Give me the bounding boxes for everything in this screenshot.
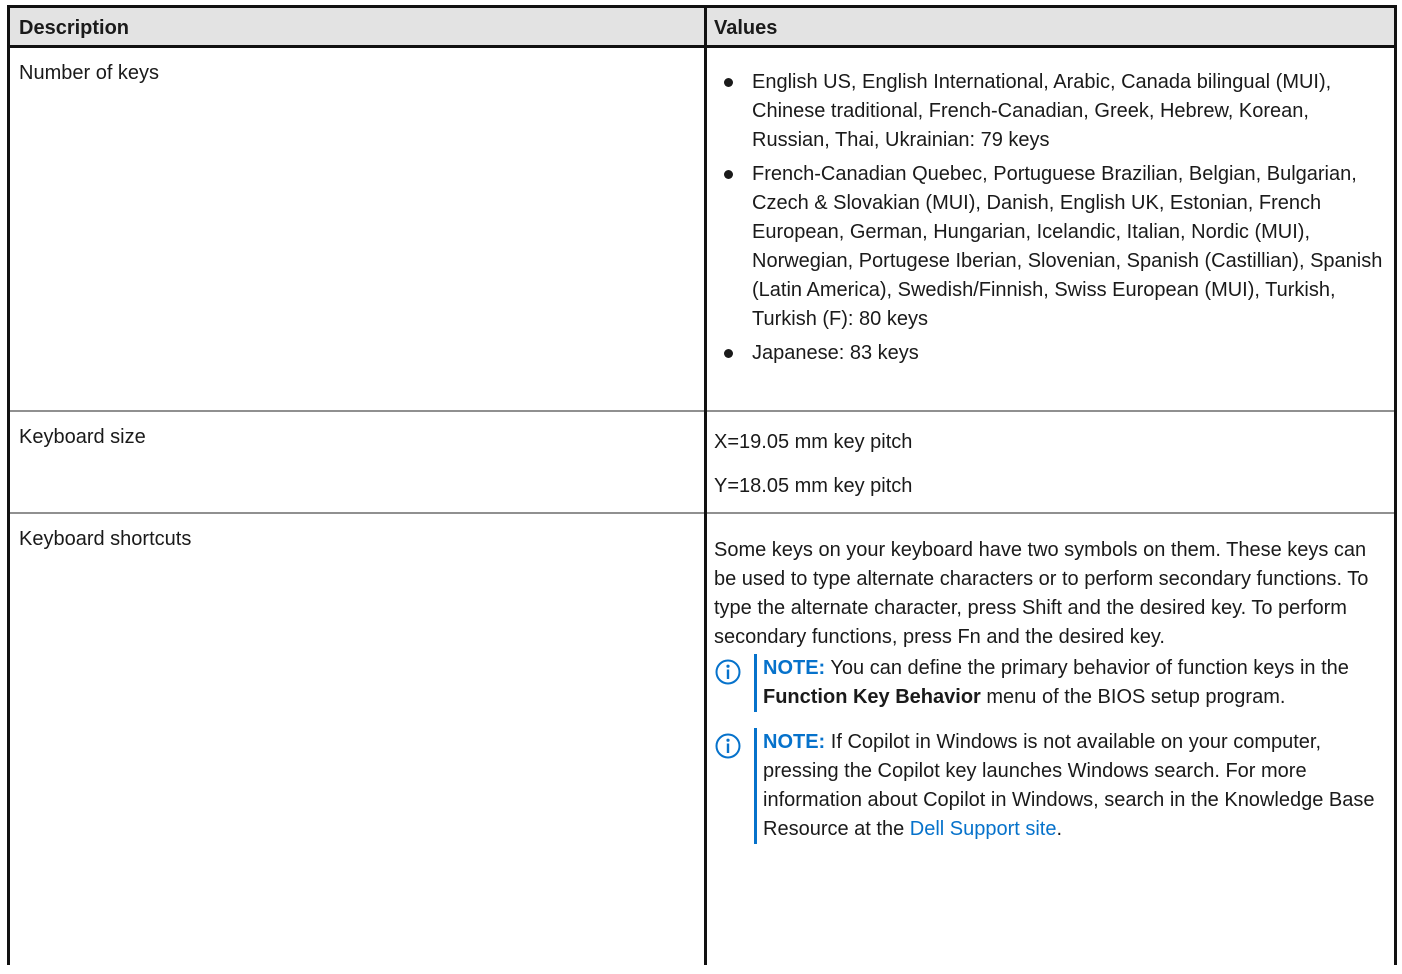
row-description: Keyboard shortcuts [19,528,192,550]
row-description: Keyboard size [19,426,146,448]
note-body [754,654,1384,712]
note-label: NOTE: [763,657,826,679]
list-item: English US, English International, Arabic, Canada bilingual (MUI), Chinese traditional, French-Canadian, Greek, Hebrew, Korean, Russian, Thai, Ukrainian: 79 keys [714,68,1384,155]
note-text-end: menu of the BIOS setup program. [980,686,1286,708]
note-text-end: . [1056,818,1063,840]
note-callout [714,728,1384,844]
table-row [10,514,1394,974]
row-values [714,68,1384,373]
list-item: Japanese: 83 keys [714,339,1384,368]
header-values: Values [714,17,778,39]
row-values [714,536,1384,844]
shortcuts-paragraph: Some keys on your keyboard have two symbols on them. These keys can be used to type alternate characters or to perform secondary functions. To type the alternate character, press Shift and the desired key. To perform secondary functions, press Fn and the desired key. [714,539,1369,648]
info-circle-icon [714,732,744,762]
note-text: You can define the primary behavior of function keys in the [825,657,1349,679]
keyboard-spec-table [7,5,1397,965]
row-description: Number of keys [19,62,160,84]
note-body [754,728,1384,844]
table-row [10,412,1394,514]
column-divider [704,8,707,965]
note-text: If Copilot in Windows is not available on your computer, pressing the Copilot key launches Windows search. For more information about Copilot in Windows, search in the Knowledge Base Resource at the [763,731,1375,840]
key-pitch-y: Y=18.05 mm key pitch [714,475,913,497]
note-label: NOTE: [763,731,826,753]
note-bold-text: Function Key Behavior [763,686,981,708]
table-header-row [10,8,1394,48]
row-values [714,428,1384,501]
header-description: Description [19,17,130,39]
list-item: French-Canadian Quebec, Portuguese Brazilian, Belgian, Bulgarian, Czech & Slovakian (MUI), Danish, English UK, Estonian, French European, German, Hungarian, Icelandic, Italian, Nordic (MUI), Norwegian, Portugese Iberian, Slovenian, Spanish (Castillian), Spanish (Latin America), Swedish/Finnish, Swiss European (MUI), Turkish, Turkish (F): 80 keys [714,160,1384,334]
table-row [10,48,1394,412]
dell-support-link[interactable]: Dell Support site [909,818,1057,840]
key-pitch-x: X=19.05 mm key pitch [714,431,913,453]
key-count-list [714,68,1384,368]
info-circle-icon [714,658,744,688]
note-callout [714,654,1384,712]
